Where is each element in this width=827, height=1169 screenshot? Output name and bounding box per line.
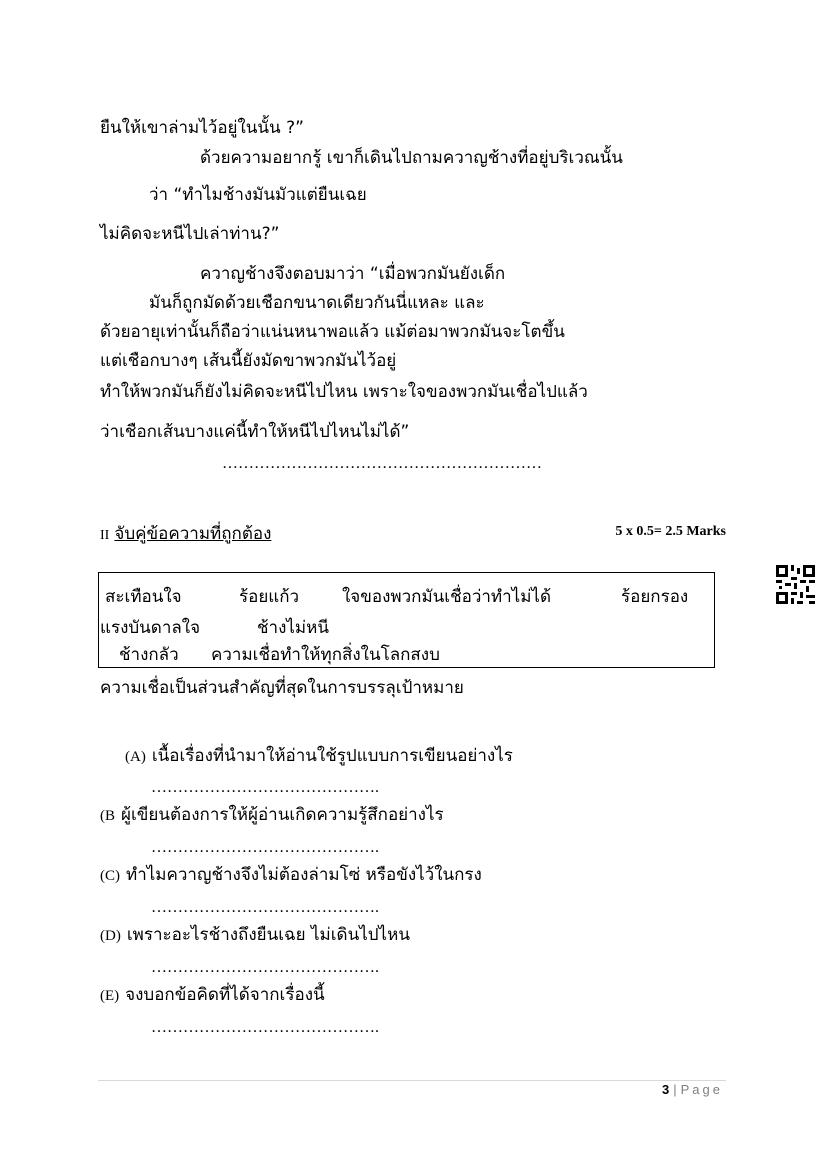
- answer-line[interactable]: …………………………………….: [151, 839, 379, 856]
- footer-divider: [98, 1080, 726, 1081]
- answer-line[interactable]: …………………………………….: [151, 779, 379, 796]
- answer-line[interactable]: …………………………………….: [151, 899, 379, 916]
- question-label: (E): [100, 988, 120, 1004]
- question-label: (B: [100, 808, 115, 824]
- story-line-8: แต่เชือกบางๆ เส้นนี้ยังมัดขาพวกมันไว้อยู่: [100, 351, 397, 371]
- box-option: ช้างกลัว: [119, 645, 179, 665]
- question-b: [100, 803, 444, 828]
- story-line-9: ทำให้พวกมันก็ยังไม่คิดจะหนีไปไหน เพราะใจของพวกมันเชื่อไปแล้ว: [100, 382, 588, 402]
- page-label: Page: [680, 1082, 723, 1097]
- story-line-2: ด้วยความอยากรู้ เขาก็เดินไปถามควาญช้างที่อยู่บริเวณนั้น: [200, 148, 623, 168]
- story-line-10: ว่าเชือกเส้นบางแค่นี้ทำให้หนีไปไหนไม่ได้”: [100, 422, 410, 442]
- question-e: [100, 983, 325, 1008]
- answer-line[interactable]: …………………………………….: [151, 959, 379, 976]
- question-d: [100, 923, 410, 948]
- box-option: ใจของพวกมันเชื่อว่าทำไม่ได้: [342, 587, 552, 607]
- question-label: (A): [125, 749, 146, 765]
- story-end-dots: ……………………………………………………: [222, 455, 542, 472]
- question-text: จงบอกข้อคิดที่ได้จากเรื่องนี้: [125, 985, 325, 1005]
- section-number: II: [100, 528, 110, 543]
- question-label: (C): [100, 868, 120, 884]
- section-heading: [100, 522, 726, 548]
- box-option: ความเชื่อทำให้ทุกสิ่งในโลกสงบ: [211, 645, 440, 665]
- question-text: ทำไมควาญช้างจึงไม่ต้องล่ามโซ่ หรือขังไว้ในกรง: [126, 865, 482, 885]
- box-option: ช้างไม่หนี: [257, 618, 329, 638]
- question-text: เนื้อเรื่องที่นำมาให้อ่านใช้รูปแบบการเขียนอย่างไร: [151, 746, 513, 766]
- story-line-6: มันก็ถูกมัดด้วยเชือกขนาดเดียวกันนี่แหละ และ: [149, 293, 485, 313]
- box-trailing-option: ความเชื่อเป็นส่วนสำคัญที่สุดในการบรรลุเป้าหมาย: [100, 678, 464, 698]
- question-c: [100, 863, 482, 888]
- box-option: แรงบันดาลใจ: [100, 618, 201, 638]
- page-footer: [662, 1082, 723, 1097]
- question-text: เพราะอะไรช้างถึงยืนเฉย ไม่เดินไปไหน: [126, 925, 410, 945]
- section-title: จับคู่ข้อความที่ถูกต้อง: [114, 524, 272, 544]
- matching-options-box: [98, 572, 715, 668]
- box-option: สะเทือนใจ: [105, 587, 182, 607]
- story-line-7: ด้วยอายุเท่านั้นก็ถือว่าแน่นหนาพอแล้ว แม้ต่อมาพวกมันจะโตขึ้น: [100, 322, 565, 342]
- box-option: ร้อยแก้ว: [239, 587, 300, 607]
- page-number: 3: [662, 1082, 670, 1097]
- question-label: (D): [100, 928, 121, 944]
- story-line-4: ไม่คิดจะหนีไปเล่าท่าน?”: [100, 224, 280, 244]
- question-text: ผู้เขียนต้องการให้ผู้อ่านเกิดความรู้สึกอย่างไร: [121, 805, 444, 825]
- question-a: [125, 744, 513, 769]
- qr-code-icon: [776, 565, 815, 604]
- answer-line[interactable]: …………………………………….: [151, 1019, 379, 1036]
- section-marks: 5 x 0.5= 2.5 Marks: [615, 524, 726, 539]
- footer-separator: |: [673, 1082, 677, 1097]
- story-line-1: ยืนให้เขาล่ามไว้อยู่ในนั้น ?”: [100, 118, 304, 138]
- story-line-3: ว่า “ทำไมช้างมันมัวแต่ยืนเฉย: [149, 185, 367, 205]
- box-option: ร้อยกรอง: [621, 587, 689, 607]
- story-line-5: ควาญช้างจึงตอบมาว่า “เมื่อพวกมันยังเด็ก: [200, 264, 506, 284]
